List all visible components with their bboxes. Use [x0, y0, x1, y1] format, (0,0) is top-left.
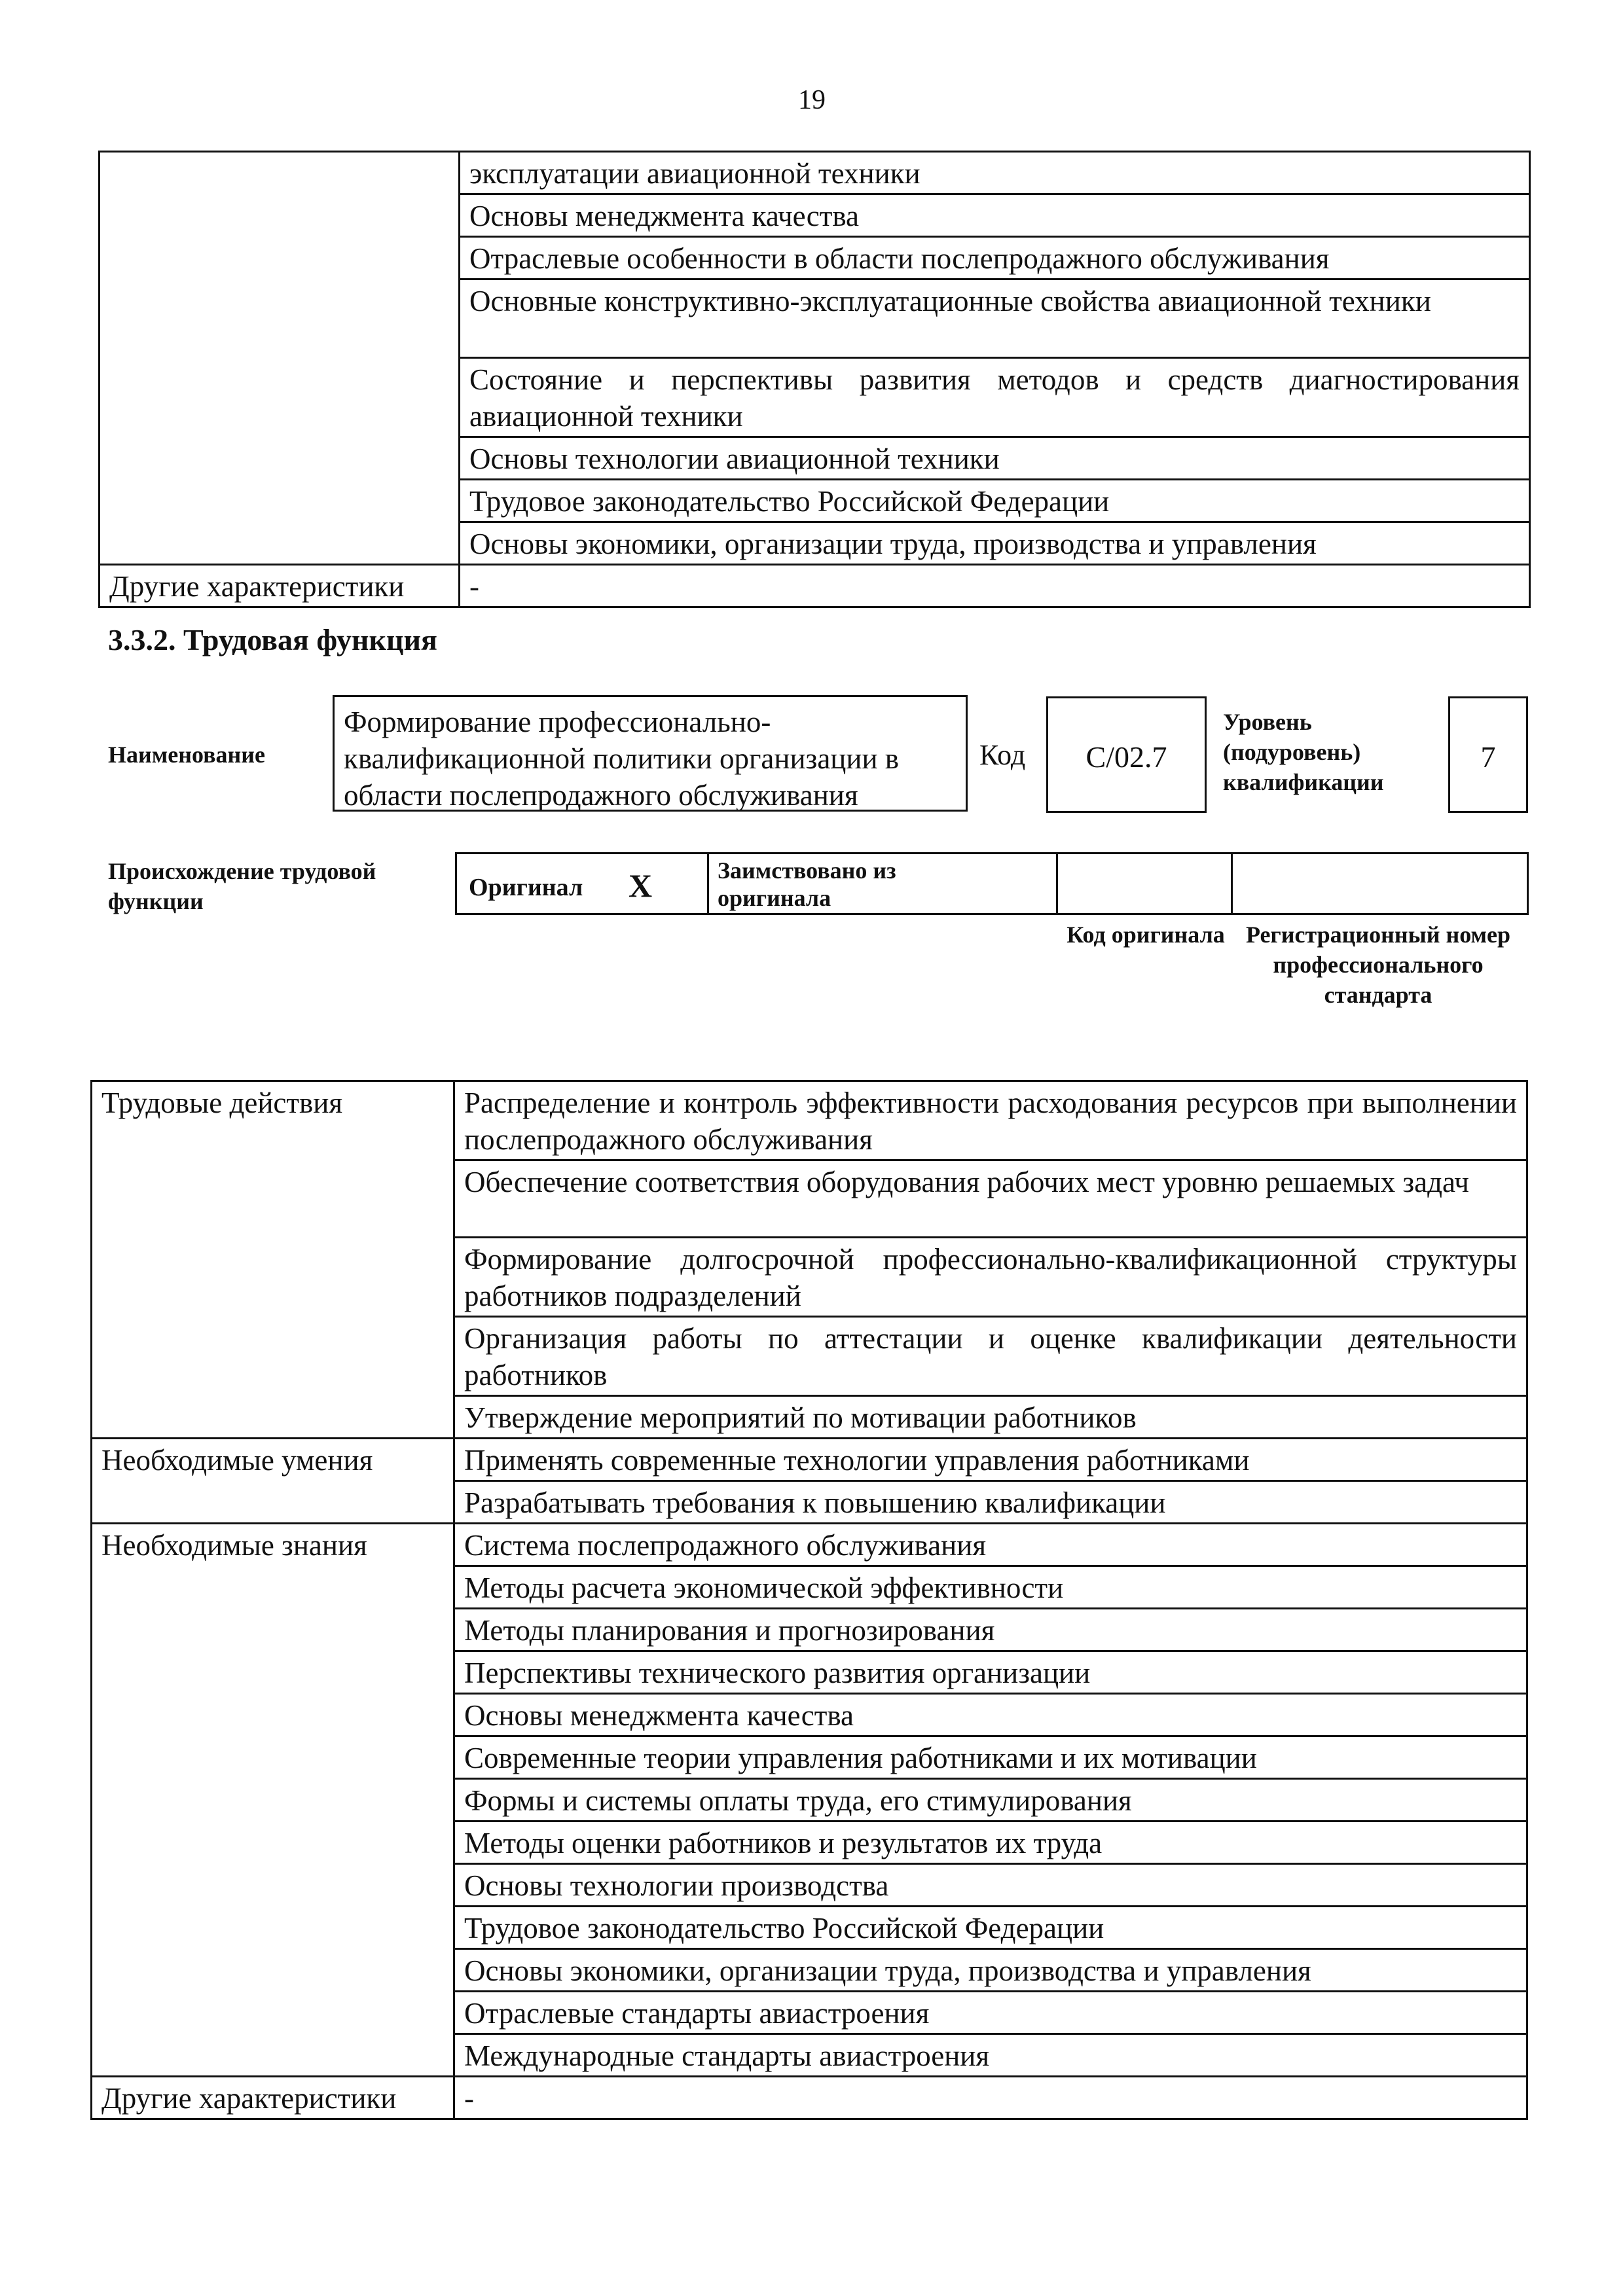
section-heading: 3.3.2. Трудовая функция — [108, 623, 437, 656]
list-item: Основы менеджмента качества — [460, 194, 1530, 237]
action-item: Организация работы по аттестации и оценке квалификации деятельности работников — [454, 1317, 1527, 1396]
knowledge-item: Международные стандарты авиастроения — [454, 2034, 1527, 2077]
skill-item: Применять современные технологии управления работниками — [454, 1439, 1527, 1481]
level-label: Уровень (подуровень) квалификации — [1223, 709, 1384, 795]
knowledge-label: Необходимые знания — [92, 1524, 454, 2077]
knowledge-item: Система послепродажного обслуживания — [454, 1524, 1527, 1566]
list-item: эксплуатации авиационной техники — [460, 152, 1530, 194]
level-value: 7 — [1480, 740, 1496, 774]
origin-label: Происхождение трудовой функции — [108, 858, 376, 914]
action-item: Распределение и контроль эффективности расходования ресурсов при выполнении послепродажного обслуживания — [454, 1081, 1527, 1160]
other-characteristics-value: - — [460, 565, 1530, 607]
skills-label: Необходимые умения — [92, 1439, 454, 1524]
skill-item: Разрабатывать требования к повышению квалификации — [454, 1481, 1527, 1524]
list-item: Основы экономики, организации труда, производства и управления — [460, 522, 1530, 565]
original-mark: X — [629, 867, 653, 904]
function-name: Формирование профессионально-квалификационной политики организации в области послепродажного обслуживания — [344, 706, 900, 812]
knowledge-item: Основы экономики, организации труда, производства и управления — [454, 1949, 1527, 1992]
name-label: Наименование — [108, 742, 265, 768]
top-table-label-cell — [100, 152, 460, 565]
code-value: C/02.7 — [1085, 740, 1167, 774]
origin-divider-2 — [1056, 854, 1058, 913]
original-label: Оригинал — [469, 874, 583, 901]
level-box — [1448, 696, 1528, 813]
function-name-box — [333, 695, 968, 812]
origin-box — [455, 852, 1529, 915]
page-number: 19 — [798, 85, 826, 115]
actions-label: Трудовые действия — [92, 1081, 454, 1439]
knowledge-item: Отраслевые стандарты авиастроения — [454, 1992, 1527, 2034]
knowledge-item: Формы и системы оплаты труда, его стимулирования — [454, 1779, 1527, 1821]
knowledge-item: Методы оценки работников и результатов их труда — [454, 1821, 1527, 1864]
origin-divider-1 — [707, 854, 709, 913]
knowledge-item: Методы планирования и прогнозирования — [454, 1609, 1527, 1651]
list-item: Состояние и перспективы развития методов и средств диагностирования авиационной техники — [460, 358, 1530, 437]
code-label: Код — [979, 739, 1026, 771]
other-characteristics-label: Другие характеристики — [100, 565, 460, 607]
list-item: Трудовое законодательство Российской Федерации — [460, 480, 1530, 522]
origin-divider-3 — [1231, 854, 1233, 913]
action-item: Формирование долгосрочной профессионально-квалификационной структуры работников подразделений — [454, 1238, 1527, 1317]
knowledge-item: Перспективы технического развития организации — [454, 1651, 1527, 1694]
list-item: Основные конструктивно-эксплуатационные свойства авиационной техники — [460, 279, 1530, 358]
knowledge-item: Методы расчета экономической эффективности — [454, 1566, 1527, 1609]
borrowed-label: Заимствовано из оригинала — [718, 857, 896, 911]
knowledge-item: Современные теории управления работниками и их мотивации — [454, 1736, 1527, 1779]
main-function-table — [90, 1080, 1528, 2120]
top-knowledge-table — [98, 151, 1531, 608]
action-item: Утверждение мероприятий по мотивации работников — [454, 1396, 1527, 1439]
knowledge-item: Основы менеджмента качества — [454, 1694, 1527, 1736]
knowledge-item: Основы технологии производства — [454, 1864, 1527, 1907]
reg-number-caption: Регистрационный номер профессионального стандарта — [1245, 922, 1511, 1008]
code-original-caption: Код оригинала — [1067, 922, 1225, 948]
list-item: Отраслевые особенности в области послепродажного обслуживания — [460, 237, 1530, 279]
knowledge-item: Трудовое законодательство Российской Федерации — [454, 1907, 1527, 1949]
action-item: Обеспечение соответствия оборудования рабочих мест уровню решаемых задач — [454, 1160, 1527, 1238]
code-box — [1046, 696, 1207, 813]
other-characteristics-label: Другие характеристики — [92, 2077, 454, 2119]
list-item: Основы технологии авиационной техники — [460, 437, 1530, 480]
other-characteristics-value: - — [454, 2077, 1527, 2119]
